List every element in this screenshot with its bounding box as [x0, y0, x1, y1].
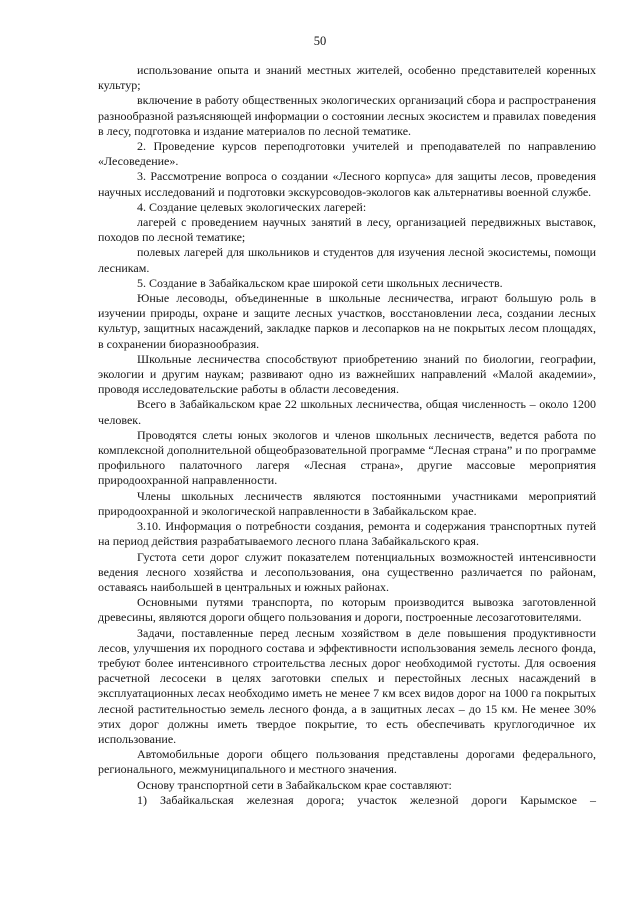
body-text: [98, 63, 596, 808]
paragraph: Юные лесоводы, объединенные в школьные лесничества, играют большую роль в изучении природы, охране и защите лесных участков, восстановлении леса, создании лесных культур, защитных насаждений, закладке парков и лесопарков на не покрытых лесом площадях, в сохранении биоразнообразия.: [98, 291, 596, 351]
paragraph: 5. Создание в Забайкальском крае широкой сети школьных лесничеств.: [137, 275, 503, 290]
paragraph: лагерей с проведением научных занятий в лесу, организацией передвижных выставок, походов по лесной тематике;: [98, 215, 596, 245]
paragraph: Всего в Забайкальском крае 22 школьных лесничества, общая численность – около 1200 человек.: [98, 397, 596, 427]
paragraph: 1) Забайкальская железная дорога; участок железной дороги Карымское –: [137, 792, 596, 807]
page-number: 50: [313, 34, 327, 48]
paragraph: Проводятся слеты юных экологов и членов школьных лесничеств, ведется работа по комплексной дополнительной общеобразовательной программе “Лесная страна” и по программе профильного палаточного лагеря «Лесная страна», другие массовые мероприятия природоохранной направленности.: [98, 427, 596, 488]
paragraph: использование опыта и знаний местных жителей, особенно представителей коренных культур;: [98, 63, 596, 93]
paragraph: включение в работу общественных экологических организаций сбора и распространения разнообразной разъясняющей информации о состоянии лесных экосистем и правилах поведения в лесу, подготовка и издание материалов по лесной тематике.: [98, 93, 596, 138]
paragraph: Основу транспортной сети в Забайкальском крае составляют:: [137, 777, 452, 792]
paragraph: Основными путями транспорта, по которым производится вывозка заготовленной древесины, являются дороги общего пользования и дороги, построенные лесозаготовителями.: [98, 595, 596, 625]
paragraph: Густота сети дорог служит показателем потенциальных возможностей интенсивности ведения лесного хозяйства и лесопользования, она существенно различается по районам, оставаясь наибольшей в центральных и южных районах.: [98, 549, 596, 594]
paragraph: Члены школьных лесничеств являются постоянными участниками мероприятий природоохранной и экологической направленности в Забайкальском крае.: [98, 488, 596, 518]
paragraph: 2. Проведение курсов переподготовки учителей и преподавателей по направлению «Лесоведение».: [98, 139, 596, 169]
paragraph: Задачи, поставленные перед лесным хозяйством в деле повышения продуктивности лесов, улучшения их породного состава и эффективности использования земель лесного фонда, требуют более интенсивного строительства лесных дорог необходимой густоты. Для освоения расчетной лесосеки в целях заготовки спелых и перестойных лесных насаждений в эксплуатационных лесах необходимо иметь не менее 7 км всех видов дорог на 1000 га покрытых лесной растительностью земель лесного фонда, а в защитных лесах – до 15 км. Не менее 30% этих дорог должны иметь твердое покрытие, то есть обеспечивать круглогодичное их использование.: [98, 625, 596, 746]
paragraph: Школьные лесничества способствуют приобретению знаний по биологии, географии, экологии и другим наукам; развивают одно из важнейших направлений «Малой академии», проводя исследовательские работы в области лесоведения.: [98, 351, 596, 397]
paragraph: 3.10. Информация о потребности создания, ремонта и содержания транспортных путей на период действия разрабатываемого лесного плана Забайкальского края.: [98, 519, 596, 549]
paragraph: 4. Создание целевых экологических лагерей:: [137, 199, 367, 214]
paragraph: полевых лагерей для школьников и студентов для изучения лесной экосистемы, помощи лесникам.: [98, 245, 596, 275]
paragraph: Автомобильные дороги общего пользования представлены дорогами федерального, регионального, межмуниципального и местного значения.: [98, 747, 596, 777]
paragraph: 3. Рассмотрение вопроса о создании «Лесного корпуса» для защиты лесов, проведения научных исследований и подготовки экскурсоводов-экологов как альтернативы военной службе.: [98, 169, 596, 199]
